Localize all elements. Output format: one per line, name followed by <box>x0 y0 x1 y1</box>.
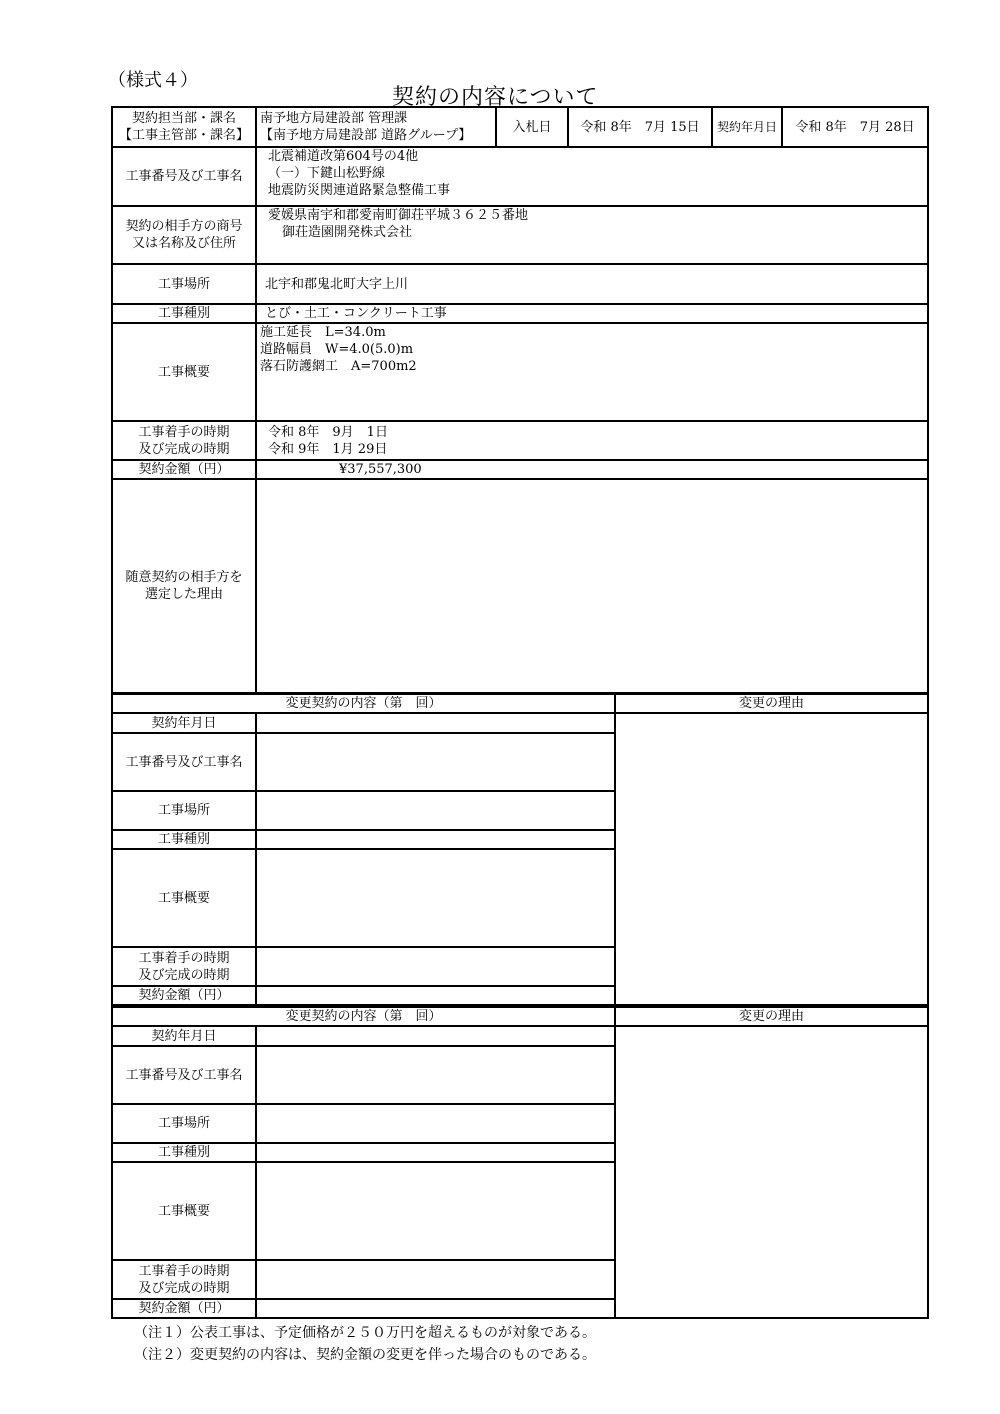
document-title: 契約の内容について <box>392 85 599 110</box>
change-1-date-label: 契約年月日 <box>112 713 256 733</box>
change-1-heading-row <box>112 694 928 713</box>
period-start: 令和 8年 9月 1日 <box>268 424 388 440</box>
contractor-name: 御荘造園開発株式会社 <box>282 225 413 240</box>
change-2-location-value <box>256 1104 615 1143</box>
bid-date-label: 入札日 <box>496 107 568 147</box>
summary-row <box>112 323 928 421</box>
period-label-2: 及び完成の時期 <box>138 441 230 457</box>
change-2-period-label-cell <box>112 1260 256 1299</box>
change-2-reason-heading: 変更の理由 <box>615 1007 928 1026</box>
change-1-type-value <box>256 830 615 849</box>
change-1-heading: 変更契約の内容（第 回） <box>112 694 615 713</box>
change-2-summary-value <box>256 1162 615 1260</box>
location-row <box>112 264 928 304</box>
amount-label: 契約金額（円） <box>112 460 256 479</box>
contractor-label-cell <box>112 206 256 264</box>
work-number-line-2: （一）下鍵山松野線 <box>268 166 386 181</box>
change-2-type-label: 工事種別 <box>112 1143 256 1162</box>
change-2-type-value <box>256 1143 615 1162</box>
department-value-2: 【南予地方局建設部 道路グループ】 <box>260 128 472 143</box>
change-2-date-label: 契約年月日 <box>112 1026 256 1046</box>
summary-line-3: 落石防護網工 A=700m2 <box>260 359 417 374</box>
contractor-row <box>112 206 928 264</box>
department-label-cell <box>112 107 256 147</box>
change-2-date-value <box>256 1026 615 1046</box>
change-1-reason-value <box>615 713 928 1005</box>
department-label-2: 【工事主管部・課名】 <box>118 128 249 143</box>
change-2-work-label: 工事番号及び工事名 <box>112 1046 256 1104</box>
change-1-period-value <box>256 947 615 986</box>
amount-value: ¥37,557,300 <box>256 460 928 479</box>
period-row <box>112 421 928 460</box>
change-2-summary-label: 工事概要 <box>112 1162 256 1260</box>
change-section-2-table <box>111 1006 929 1319</box>
summary-line-2: 道路幅員 W=4.0(5.0)m <box>260 342 414 357</box>
change-2-date-row <box>112 1026 928 1046</box>
note-1: （注１）公表工事は、予定価格が２５０万円を超えるものが対象である。 <box>134 1325 596 1341</box>
change-1-location-value <box>256 791 615 830</box>
work-number-row <box>112 147 928 206</box>
change-1-summary-value <box>256 849 615 947</box>
selection-reason-value <box>256 479 928 693</box>
note-2: （注２）変更契約の内容は、契約金額の変更を伴った場合のものである。 <box>134 1347 596 1363</box>
change-1-period-label-cell <box>112 947 256 986</box>
department-value-1: 南予地方局建設部 管理課 <box>260 111 408 126</box>
contractor-label-1: 契約の相手方の商号 <box>125 219 243 234</box>
change-section-1-table <box>111 693 929 1006</box>
change-2-heading: 変更契約の内容（第 回） <box>112 1007 615 1026</box>
contractor-label-2: 又は名称及び住所 <box>131 236 236 251</box>
location-value: 北宇和郡鬼北町大字上川 <box>256 264 928 304</box>
change-2-period-value <box>256 1260 615 1299</box>
contractor-value-cell <box>256 206 928 264</box>
change-2-reason-value <box>615 1026 928 1318</box>
form-number-label: （様式４） <box>108 70 198 91</box>
work-number-value-cell <box>256 147 928 206</box>
change-1-work-value <box>256 733 615 791</box>
change-1-location-label: 工事場所 <box>112 791 256 830</box>
change-1-reason-heading: 変更の理由 <box>615 694 928 713</box>
change-2-heading-row <box>112 1007 928 1026</box>
change-1-amount-label: 契約金額（円） <box>112 986 256 1005</box>
department-value-cell <box>256 107 496 147</box>
selection-reason-label-2: 選定した理由 <box>144 587 223 602</box>
work-number-label: 工事番号及び工事名 <box>112 147 256 206</box>
selection-reason-label-1: 随意契約の相手方を <box>125 570 243 585</box>
change-2-period-label-1: 工事着手の時期 <box>138 1263 230 1279</box>
selection-reason-row <box>112 479 928 693</box>
work-type-value: とび・土工・コンクリート工事 <box>256 304 928 323</box>
change-2-work-value <box>256 1046 615 1104</box>
summary-value-cell <box>256 323 928 421</box>
contract-date-label: 契約年月日 <box>712 107 782 147</box>
summary-label: 工事概要 <box>112 323 256 421</box>
change-2-period-label-2: 及び完成の時期 <box>138 1280 230 1296</box>
change-1-date-row <box>112 713 928 733</box>
contractor-address: 愛媛県南宇和郡愛南町御荘平城３６２５番地 <box>268 208 529 223</box>
change-2-amount-label: 契約金額（円） <box>112 1299 256 1318</box>
period-label-cell <box>112 421 256 460</box>
contract-main-table <box>111 106 929 694</box>
work-number-line-3: 地震防災関連道路緊急整備工事 <box>268 183 451 198</box>
work-type-row <box>112 304 928 323</box>
summary-line-1: 施工延長 L=34.0m <box>260 325 386 340</box>
work-number-line-1: 北震補道改第604号の4他 <box>268 149 419 164</box>
change-1-date-value <box>256 713 615 733</box>
change-1-work-label: 工事番号及び工事名 <box>112 733 256 791</box>
change-2-amount-value <box>256 1299 615 1318</box>
amount-row <box>112 460 928 479</box>
location-label: 工事場所 <box>112 264 256 304</box>
period-end: 令和 9年 1月 29日 <box>268 441 388 457</box>
department-label-1: 契約担当部・課名 <box>131 111 236 126</box>
contract-date-value: 令和 8年 7月 28日 <box>782 107 928 147</box>
change-1-period-label-2: 及び完成の時期 <box>138 967 230 983</box>
change-1-amount-value <box>256 986 615 1005</box>
department-row <box>112 107 928 147</box>
change-1-summary-label: 工事概要 <box>112 849 256 947</box>
change-2-location-label: 工事場所 <box>112 1104 256 1143</box>
period-value-cell <box>256 421 928 460</box>
period-label-1: 工事着手の時期 <box>138 424 230 440</box>
work-type-label: 工事種別 <box>112 304 256 323</box>
change-1-period-label-1: 工事着手の時期 <box>138 950 230 966</box>
bid-date-value: 令和 8年 7月 15日 <box>568 107 712 147</box>
selection-reason-label-cell <box>112 479 256 693</box>
change-1-type-label: 工事種別 <box>112 830 256 849</box>
